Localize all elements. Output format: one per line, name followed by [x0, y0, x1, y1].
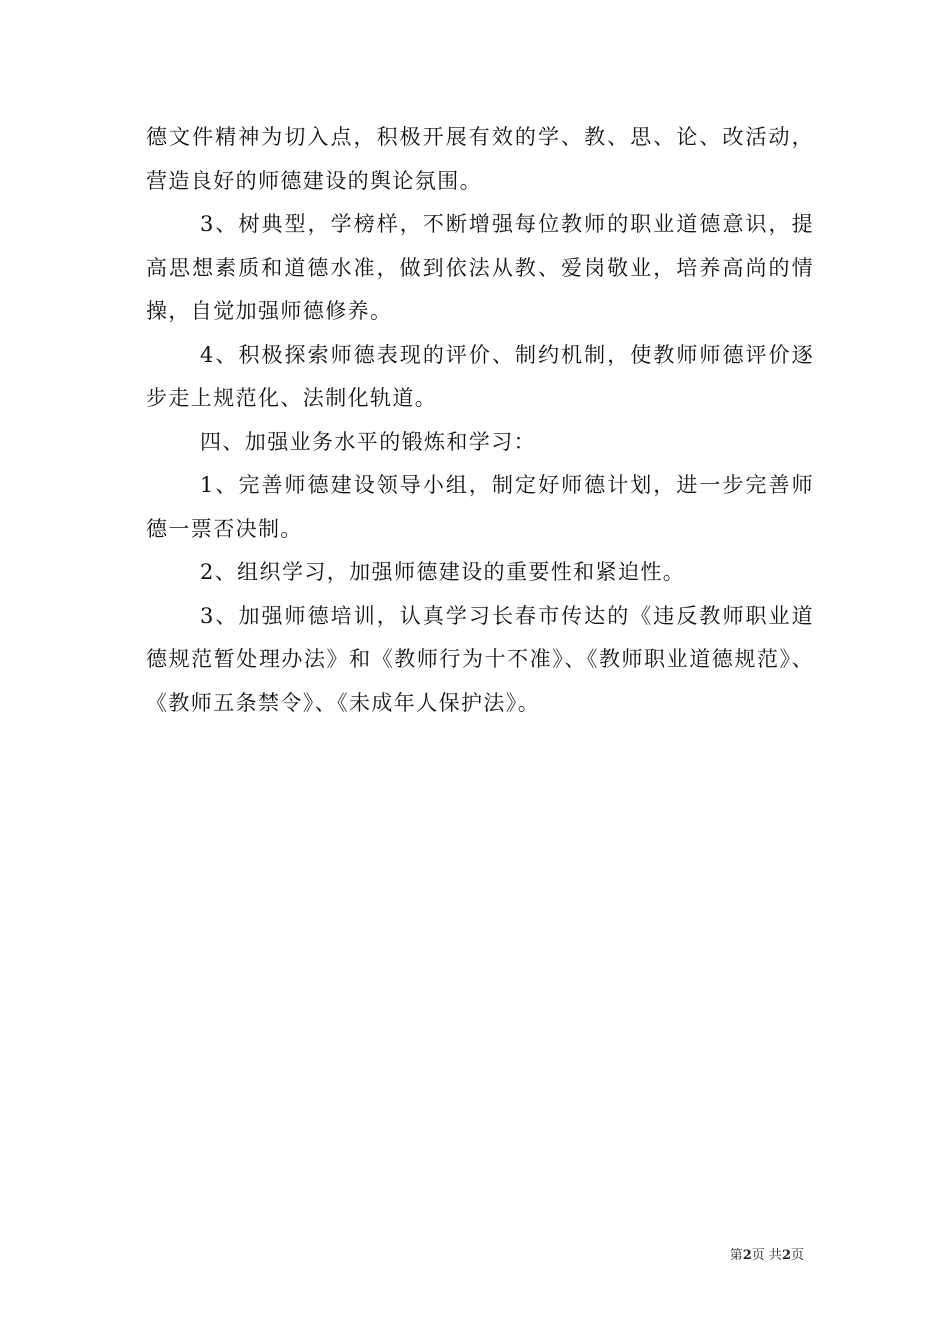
paragraph-item-3: 3、树典型，学榜样，不断增强每位教师的职业道德意识，提高思想素质和道德水准，做到依法从教、爱岗敬业，培养高尚的情操，自觉加强师德修养。	[146, 212, 814, 323]
paragraph-continuation: 德文件精神为切入点，积极开展有效的学、教、思、论、改活动，营造良好的师德建设的舆论氛围。	[146, 125, 814, 193]
footer-current-page: 2	[742, 1248, 752, 1263]
footer-prefix: 第	[729, 1248, 743, 1263]
section-heading-four: 四、加强业务水平的锻炼和学习：	[200, 429, 536, 454]
footer-total-pages: 2	[781, 1248, 791, 1263]
paragraph-item-1: 1、完善师德建设领导小组，制定好师德计划，进一步完善师德一票否决制。	[146, 473, 814, 541]
document-body	[146, 116, 814, 725]
footer-suffix: 页	[790, 1248, 804, 1263]
paragraph-item-4: 4、积极探索师德表现的评价、制约机制，使教师师德评价逐步走上规范化、法制化轨道。	[146, 342, 814, 410]
page-number-footer	[730, 1247, 804, 1265]
footer-middle: 页 共	[751, 1248, 782, 1263]
paragraph-item-3-training: 3、加强师德培训，认真学习长春市传达的《违反教师职业道德规范暂处理办法》和《教师行为十不准》、《教师职业道德规范》、《教师五条禁令》、《未成年人保护法》。	[146, 603, 814, 715]
paragraph-item-2: 2、组织学习，加强师德建设的重要性和紧迫性。	[200, 560, 686, 584]
